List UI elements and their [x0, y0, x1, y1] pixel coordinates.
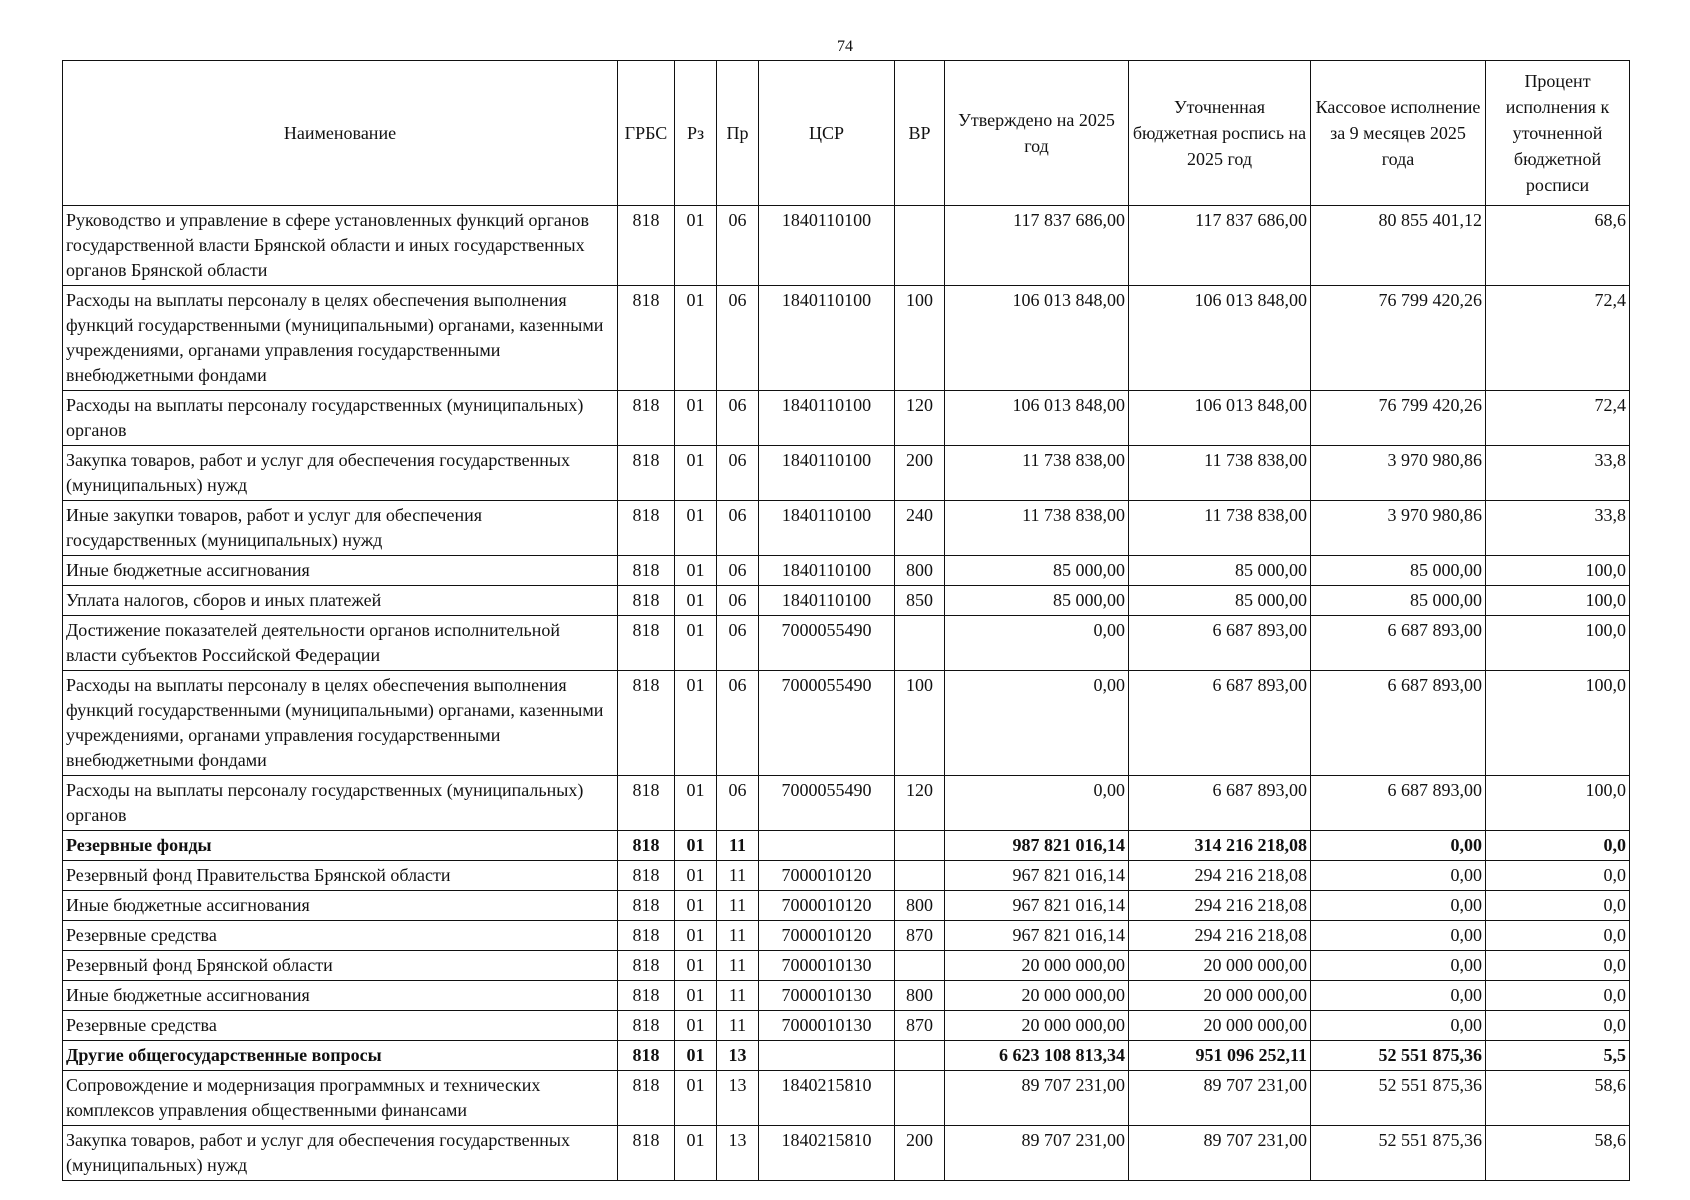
cell-rz: 01: [675, 861, 717, 891]
cell-refined: 6 687 893,00: [1129, 776, 1311, 831]
cell-rz: 01: [675, 391, 717, 446]
cell-approved: 11 738 838,00: [945, 446, 1129, 501]
cell-refined: 89 707 231,00: [1129, 1126, 1311, 1181]
cell-grbs: 818: [618, 586, 675, 616]
cell-csr: 7000055490: [759, 671, 895, 776]
cell-pr: 11: [717, 1011, 759, 1041]
cell-csr: 7000055490: [759, 776, 895, 831]
cell-cash: 6 687 893,00: [1311, 776, 1486, 831]
cell-pr: 06: [717, 616, 759, 671]
cell-grbs: 818: [618, 501, 675, 556]
cell-name: Резервные средства: [63, 921, 618, 951]
header-rz: Рз: [675, 61, 717, 206]
cell-refined: 85 000,00: [1129, 586, 1311, 616]
cell-csr: 1840215810: [759, 1126, 895, 1181]
cell-vr: 800: [895, 981, 945, 1011]
cell-csr: 7000010120: [759, 921, 895, 951]
cell-approved: 106 013 848,00: [945, 391, 1129, 446]
table-row: [63, 446, 1630, 501]
cell-approved: 6 623 108 813,34: [945, 1041, 1129, 1071]
cell-percent: 72,4: [1486, 286, 1630, 391]
table-row: [63, 286, 1630, 391]
cell-refined: 20 000 000,00: [1129, 951, 1311, 981]
cell-grbs: 818: [618, 616, 675, 671]
cell-name: Закупка товаров, работ и услуг для обеспечения государственных (муниципальных) нужд: [63, 1126, 618, 1181]
cell-approved: 85 000,00: [945, 586, 1129, 616]
cell-refined: 294 216 218,08: [1129, 921, 1311, 951]
cell-vr: [895, 951, 945, 981]
cell-percent: 100,0: [1486, 616, 1630, 671]
cell-pr: 06: [717, 556, 759, 586]
table-row: [63, 1071, 1630, 1126]
cell-name: Сопровождение и модернизация программных и технических комплексов управления общественными финансами: [63, 1071, 618, 1126]
cell-pr: 11: [717, 981, 759, 1011]
cell-name: Закупка товаров, работ и услуг для обеспечения государственных (муниципальных) нужд: [63, 446, 618, 501]
table-row: [63, 1041, 1630, 1071]
cell-csr: 1840110100: [759, 391, 895, 446]
cell-approved: 0,00: [945, 616, 1129, 671]
cell-rz: 01: [675, 446, 717, 501]
cell-vr: 870: [895, 921, 945, 951]
cell-grbs: 818: [618, 391, 675, 446]
cell-name: Резервный фонд Брянской области: [63, 951, 618, 981]
cell-cash: 0,00: [1311, 1011, 1486, 1041]
cell-name: Иные закупки товаров, работ и услуг для обеспечения государственных (муниципальных) нужд: [63, 501, 618, 556]
table-row: [63, 831, 1630, 861]
cell-grbs: 818: [618, 951, 675, 981]
cell-name: Иные бюджетные ассигнования: [63, 556, 618, 586]
cell-name: Иные бюджетные ассигнования: [63, 891, 618, 921]
cell-cash: 85 000,00: [1311, 556, 1486, 586]
cell-rz: 01: [675, 981, 717, 1011]
cell-pr: 06: [717, 286, 759, 391]
cell-grbs: 818: [618, 891, 675, 921]
cell-name: Расходы на выплаты персоналу в целях обеспечения выполнения функций государственными (муниципальными) органами, казенными учреждениями, органами управления государственными внебюджетными фондами: [63, 671, 618, 776]
cell-approved: 0,00: [945, 776, 1129, 831]
cell-vr: 200: [895, 1126, 945, 1181]
cell-cash: 85 000,00: [1311, 586, 1486, 616]
header-grbs: ГРБС: [618, 61, 675, 206]
cell-name: Достижение показателей деятельности органов исполнительной власти субъектов Российской Федерации: [63, 616, 618, 671]
cell-percent: 33,8: [1486, 446, 1630, 501]
cell-vr: 100: [895, 286, 945, 391]
cell-grbs: 818: [618, 831, 675, 861]
cell-percent: 0,0: [1486, 921, 1630, 951]
cell-cash: 0,00: [1311, 891, 1486, 921]
table-body: [63, 206, 1630, 1181]
cell-percent: 33,8: [1486, 501, 1630, 556]
cell-pr: 06: [717, 206, 759, 286]
cell-percent: 0,0: [1486, 831, 1630, 861]
table-row: [63, 921, 1630, 951]
cell-rz: 01: [675, 1011, 717, 1041]
cell-refined: 314 216 218,08: [1129, 831, 1311, 861]
cell-vr: 800: [895, 556, 945, 586]
cell-percent: 72,4: [1486, 391, 1630, 446]
cell-csr: 7000055490: [759, 616, 895, 671]
header-csr: ЦСР: [759, 61, 895, 206]
cell-approved: 0,00: [945, 671, 1129, 776]
cell-percent: 100,0: [1486, 556, 1630, 586]
cell-approved: 967 821 016,14: [945, 861, 1129, 891]
cell-pr: 06: [717, 586, 759, 616]
cell-grbs: 818: [618, 1011, 675, 1041]
cell-refined: 294 216 218,08: [1129, 891, 1311, 921]
cell-cash: 80 855 401,12: [1311, 206, 1486, 286]
cell-rz: 01: [675, 1071, 717, 1126]
budget-table: [62, 60, 1630, 1181]
cell-csr: 1840110100: [759, 446, 895, 501]
cell-name: Резервный фонд Правительства Брянской области: [63, 861, 618, 891]
table-row: [63, 391, 1630, 446]
cell-rz: 01: [675, 1126, 717, 1181]
cell-pr: 11: [717, 951, 759, 981]
cell-approved: 11 738 838,00: [945, 501, 1129, 556]
cell-refined: 117 837 686,00: [1129, 206, 1311, 286]
cell-pr: 11: [717, 891, 759, 921]
cell-vr: [895, 206, 945, 286]
cell-pr: 13: [717, 1041, 759, 1071]
cell-grbs: 818: [618, 206, 675, 286]
cell-approved: 967 821 016,14: [945, 891, 1129, 921]
cell-approved: 20 000 000,00: [945, 1011, 1129, 1041]
cell-refined: 294 216 218,08: [1129, 861, 1311, 891]
table-row: [63, 616, 1630, 671]
cell-pr: 06: [717, 776, 759, 831]
table-row: [63, 501, 1630, 556]
cell-csr: 1840110100: [759, 556, 895, 586]
cell-refined: 6 687 893,00: [1129, 671, 1311, 776]
cell-percent: 100,0: [1486, 586, 1630, 616]
table-row: [63, 891, 1630, 921]
table-row: [63, 671, 1630, 776]
cell-approved: 85 000,00: [945, 556, 1129, 586]
cell-refined: 20 000 000,00: [1129, 1011, 1311, 1041]
cell-approved: 89 707 231,00: [945, 1071, 1129, 1126]
cell-cash: 52 551 875,36: [1311, 1071, 1486, 1126]
cell-pr: 13: [717, 1126, 759, 1181]
cell-approved: 89 707 231,00: [945, 1126, 1129, 1181]
cell-rz: 01: [675, 286, 717, 391]
cell-vr: 850: [895, 586, 945, 616]
cell-rz: 01: [675, 776, 717, 831]
cell-pr: 06: [717, 501, 759, 556]
cell-csr: 7000010130: [759, 981, 895, 1011]
cell-pr: 11: [717, 921, 759, 951]
cell-grbs: 818: [618, 861, 675, 891]
cell-vr: 100: [895, 671, 945, 776]
cell-approved: 967 821 016,14: [945, 921, 1129, 951]
cell-name: Другие общегосударственные вопросы: [63, 1041, 618, 1071]
cell-percent: 58,6: [1486, 1071, 1630, 1126]
cell-percent: 0,0: [1486, 861, 1630, 891]
cell-refined: 951 096 252,11: [1129, 1041, 1311, 1071]
cell-csr: 7000010130: [759, 951, 895, 981]
cell-cash: 76 799 420,26: [1311, 286, 1486, 391]
cell-csr: 7000010120: [759, 891, 895, 921]
cell-vr: 240: [895, 501, 945, 556]
table-row: [63, 556, 1630, 586]
cell-cash: 52 551 875,36: [1311, 1126, 1486, 1181]
cell-percent: 0,0: [1486, 951, 1630, 981]
cell-cash: 6 687 893,00: [1311, 671, 1486, 776]
cell-rz: 01: [675, 501, 717, 556]
cell-rz: 01: [675, 891, 717, 921]
cell-approved: 106 013 848,00: [945, 286, 1129, 391]
header-percent: Процент исполнения к уточненной бюджетной росписи: [1486, 61, 1630, 206]
cell-cash: 0,00: [1311, 861, 1486, 891]
cell-csr: [759, 1041, 895, 1071]
cell-refined: 89 707 231,00: [1129, 1071, 1311, 1126]
cell-rz: 01: [675, 1041, 717, 1071]
cell-pr: 11: [717, 861, 759, 891]
table-row: [63, 206, 1630, 286]
cell-cash: 0,00: [1311, 981, 1486, 1011]
cell-grbs: 818: [618, 776, 675, 831]
cell-pr: 13: [717, 1071, 759, 1126]
cell-name: Резервные средства: [63, 1011, 618, 1041]
cell-cash: 0,00: [1311, 831, 1486, 861]
cell-approved: 117 837 686,00: [945, 206, 1129, 286]
cell-rz: 01: [675, 951, 717, 981]
cell-grbs: 818: [618, 921, 675, 951]
cell-name: Руководство и управление в сфере установленных функций органов государственной власти Брянской области и иных государственных органов Брянской области: [63, 206, 618, 286]
cell-vr: 870: [895, 1011, 945, 1041]
cell-rz: 01: [675, 556, 717, 586]
cell-vr: [895, 616, 945, 671]
cell-grbs: 818: [618, 1041, 675, 1071]
cell-percent: 0,0: [1486, 891, 1630, 921]
cell-percent: 58,6: [1486, 1126, 1630, 1181]
cell-percent: 0,0: [1486, 981, 1630, 1011]
page-number: 74: [837, 38, 853, 55]
cell-name: Уплата налогов, сборов и иных платежей: [63, 586, 618, 616]
cell-vr: [895, 1041, 945, 1071]
cell-pr: 06: [717, 391, 759, 446]
cell-refined: 11 738 838,00: [1129, 446, 1311, 501]
cell-csr: 1840110100: [759, 501, 895, 556]
cell-vr: 120: [895, 776, 945, 831]
cell-rz: 01: [675, 616, 717, 671]
header-refined: Уточненная бюджетная роспись на 2025 год: [1129, 61, 1311, 206]
cell-grbs: 818: [618, 1071, 675, 1126]
cell-refined: 6 687 893,00: [1129, 616, 1311, 671]
cell-cash: 52 551 875,36: [1311, 1041, 1486, 1071]
cell-name: Расходы на выплаты персоналу государственных (муниципальных) органов: [63, 776, 618, 831]
cell-rz: 01: [675, 921, 717, 951]
cell-refined: 106 013 848,00: [1129, 391, 1311, 446]
cell-grbs: 818: [618, 286, 675, 391]
cell-pr: 06: [717, 671, 759, 776]
table-row: [63, 776, 1630, 831]
cell-csr: 1840110100: [759, 586, 895, 616]
cell-grbs: 818: [618, 1126, 675, 1181]
cell-percent: 100,0: [1486, 671, 1630, 776]
cell-approved: 20 000 000,00: [945, 951, 1129, 981]
cell-refined: 11 738 838,00: [1129, 501, 1311, 556]
header-approved: Утверждено на 2025 год: [945, 61, 1129, 206]
cell-refined: 20 000 000,00: [1129, 981, 1311, 1011]
cell-cash: 76 799 420,26: [1311, 391, 1486, 446]
cell-cash: 3 970 980,86: [1311, 501, 1486, 556]
header-pr: Пр: [717, 61, 759, 206]
cell-grbs: 818: [618, 446, 675, 501]
cell-vr: [895, 1071, 945, 1126]
cell-rz: 01: [675, 831, 717, 861]
table-row: [63, 861, 1630, 891]
cell-percent: 68,6: [1486, 206, 1630, 286]
cell-csr: [759, 831, 895, 861]
header-name: Наименование: [63, 61, 618, 206]
table-row: [63, 1011, 1630, 1041]
cell-csr: 1840110100: [759, 206, 895, 286]
cell-vr: 120: [895, 391, 945, 446]
table-row: [63, 586, 1630, 616]
cell-cash: 0,00: [1311, 951, 1486, 981]
table-row: [63, 951, 1630, 981]
cell-cash: 6 687 893,00: [1311, 616, 1486, 671]
cell-pr: 11: [717, 831, 759, 861]
cell-name: Расходы на выплаты персоналу государственных (муниципальных) органов: [63, 391, 618, 446]
cell-refined: 106 013 848,00: [1129, 286, 1311, 391]
cell-approved: 20 000 000,00: [945, 981, 1129, 1011]
cell-csr: 7000010120: [759, 861, 895, 891]
cell-pr: 06: [717, 446, 759, 501]
cell-rz: 01: [675, 586, 717, 616]
cell-grbs: 818: [618, 671, 675, 776]
header-cash: Кассовое исполнение за 9 месяцев 2025 года: [1311, 61, 1486, 206]
cell-cash: 0,00: [1311, 921, 1486, 951]
cell-vr: [895, 861, 945, 891]
cell-percent: 5,5: [1486, 1041, 1630, 1071]
cell-rz: 01: [675, 671, 717, 776]
header-vr: ВР: [895, 61, 945, 206]
cell-grbs: 818: [618, 981, 675, 1011]
cell-cash: 3 970 980,86: [1311, 446, 1486, 501]
cell-csr: 7000010130: [759, 1011, 895, 1041]
cell-csr: 1840215810: [759, 1071, 895, 1126]
cell-approved: 987 821 016,14: [945, 831, 1129, 861]
cell-rz: 01: [675, 206, 717, 286]
cell-vr: 800: [895, 891, 945, 921]
cell-name: Иные бюджетные ассигнования: [63, 981, 618, 1011]
cell-percent: 0,0: [1486, 1011, 1630, 1041]
cell-vr: 200: [895, 446, 945, 501]
table-row: [63, 1126, 1630, 1181]
header-row: [63, 61, 1630, 206]
cell-percent: 100,0: [1486, 776, 1630, 831]
cell-csr: 1840110100: [759, 286, 895, 391]
cell-name: Резервные фонды: [63, 831, 618, 861]
cell-refined: 85 000,00: [1129, 556, 1311, 586]
cell-vr: [895, 831, 945, 861]
cell-grbs: 818: [618, 556, 675, 586]
cell-name: Расходы на выплаты персоналу в целях обеспечения выполнения функций государственными (муниципальными) органами, казенными учреждениями, органами управления государственными внебюджетными фондами: [63, 286, 618, 391]
table-row: [63, 981, 1630, 1011]
